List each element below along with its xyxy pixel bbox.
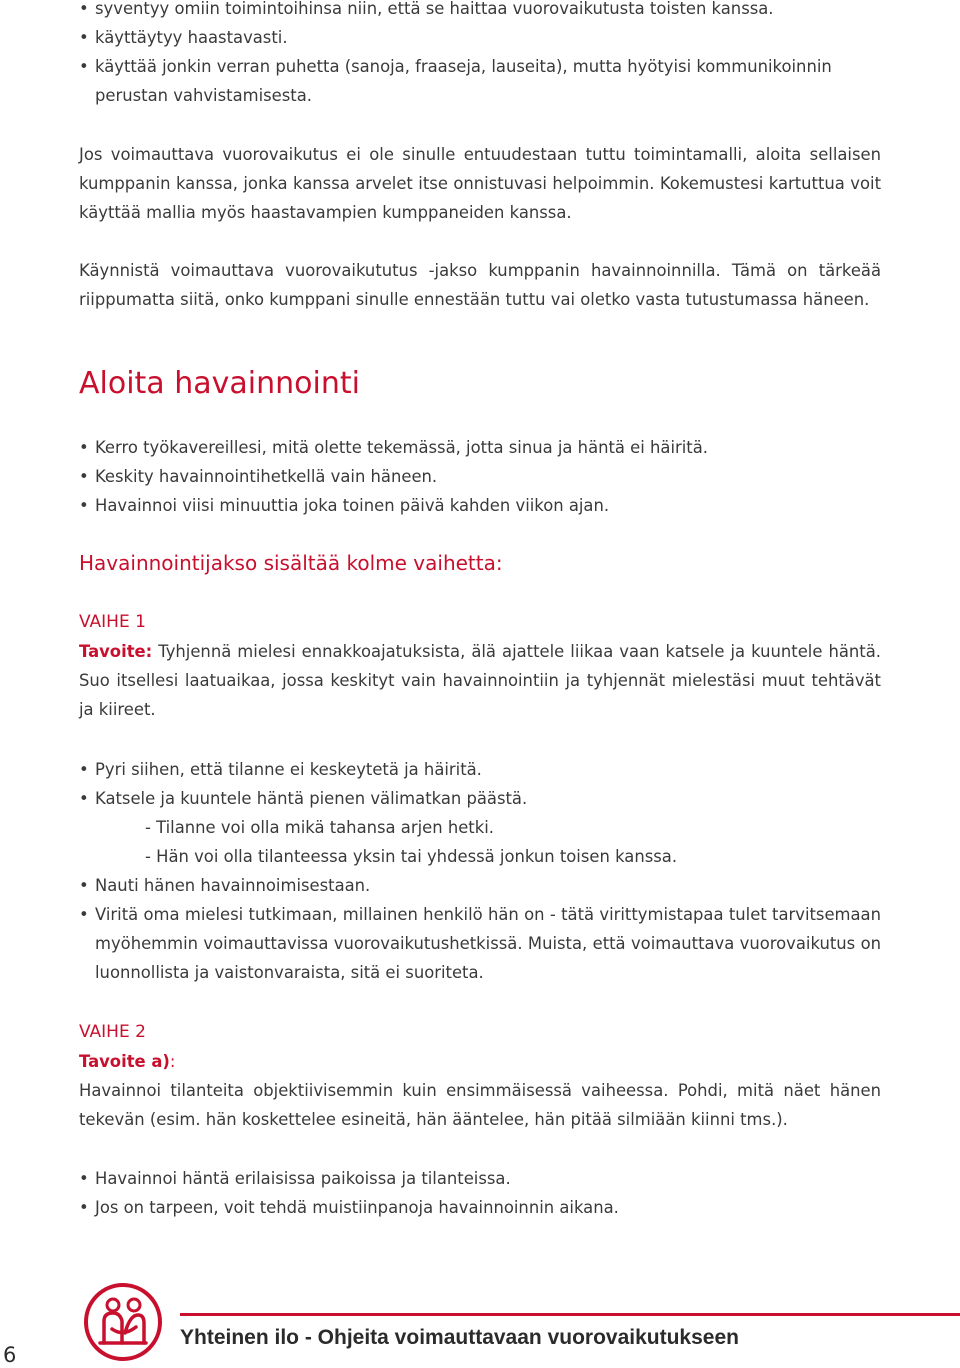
phase1-dash-list (79, 813, 881, 871)
phase2-text: Havainnoi tilanteita objektiivisemmin kuin ensimmäisessä vaiheessa. Pohdi, mitä näet hänen tekevän (esim. hän koskettelee esineitä, hän ääntelee, hän pitää silmiään kiinni tms.). (79, 1081, 881, 1129)
phase2-title: VAIHE 2 (79, 1022, 146, 1042)
phase1-bullet-list-a (79, 755, 881, 813)
list-item: • Katsele ja kuuntele häntä pienen välimatkan päästä. (79, 784, 881, 813)
list-item: • Nauti hänen havainnoimisestaan. (79, 871, 881, 900)
footer-divider (180, 1313, 960, 1316)
page-number: 6 (3, 1343, 17, 1367)
start-bullet-list (79, 433, 881, 520)
phase2-goal (79, 1047, 881, 1076)
list-item: • Jos on tarpeen, voit tehdä muistiinpanoja havainnoinnin aikana. (79, 1193, 881, 1222)
heading-start-observation: Aloita havainnointi (79, 366, 360, 401)
phase1-goal (79, 637, 881, 724)
list-item: • Pyri siihen, että tilanne ei keskeytetä ja häiritä. (79, 755, 881, 784)
phase1-goal-text: Tyhjennä mielesi ennakkoajatuksista, älä ajattele liikaa vaan katsele ja kuuntele häntä. Suo itsellesi laatuaikaa, jossa keskityt vain havainnointiin ja tyhjennät mielestäsi muut tehtävät ja kiireet. (79, 642, 881, 719)
list-item: • Viritä oma mielesi tutkimaan, millainen henkilö hän on - tätä virittymistapaa tulet tarvitsemaan myöhemmin voimauttavissa vuorovaikutushetkissä. Muista, että voimauttava vuorovaikutus on luonnollista ja vaistonvaraista, sitä ei suoriteta. (79, 900, 881, 987)
list-item: • käyttäytyy haastavasti. (79, 23, 881, 52)
list-item: • Havainnoi häntä erilaisissa paikoissa ja tilanteissa. (79, 1164, 881, 1193)
publication-logo-icon (82, 1281, 164, 1363)
phase2-goal-colon: : (169, 1052, 176, 1071)
list-item: • Havainnoi viisi minuuttia joka toinen päivä kahden viikon ajan. (79, 491, 881, 520)
list-item: • käyttää jonkin verran puhetta (sanoja, fraaseja, lauseita), mutta hyötyisi kommunikoinnin perustan vahvistamisesta. (79, 52, 881, 110)
phase2-bullet-list (79, 1164, 881, 1222)
phase1-goal-label: Tavoite: (79, 642, 153, 661)
phase2-goal-label: Tavoite a) (79, 1052, 170, 1071)
intro-paragraph-2: Käynnistä voimauttava vuorovaikututus -jakso kumppanin havainnoinnilla. Tämä on tärkeää riippumatta siitä, onko kumppani sinulle ennestään tuttu vai oletko vasta tutustumassa häneen. (79, 261, 881, 309)
list-item: • syventyy omiin toimintoihinsa niin, että se haittaa vuorovaikutusta toisten kanssa. (79, 0, 881, 23)
list-item: • Kerro työkavereillesi, mitä olette tekemässä, jotta sinua ja häntä ei häiritä. (79, 433, 881, 462)
subheading-phases: Havainnointijakso sisältää kolme vaihetta: (79, 551, 503, 575)
intro-paragraph-1: Jos voimauttava vuorovaikutus ei ole sinulle entuudestaan tuttu toimintamalli, aloita sellaisen kumppanin kanssa, jonka kanssa arvelet itse onnistuvasi helpoimmin. Kokemustesi kartuttua voit käyttää mallia myös haastavampien kumppaneiden kanssa. (79, 145, 881, 222)
phase1-bullet-list-b (79, 871, 881, 987)
dash-item: - Tilanne voi olla mikä tahansa arjen hetki. (145, 818, 494, 837)
dash-item: - Hän voi olla tilanteessa yksin tai yhdessä jonkun toisen kanssa. (145, 847, 678, 866)
footer-title: Yhteinen ilo - Ohjeita voimauttavaan vuorovaikutukseen (180, 1326, 739, 1349)
top-bullet-list (79, 0, 881, 110)
list-item: • Keskity havainnointihetkellä vain häneen. (79, 462, 881, 491)
phase1-title: VAIHE 1 (79, 612, 146, 632)
